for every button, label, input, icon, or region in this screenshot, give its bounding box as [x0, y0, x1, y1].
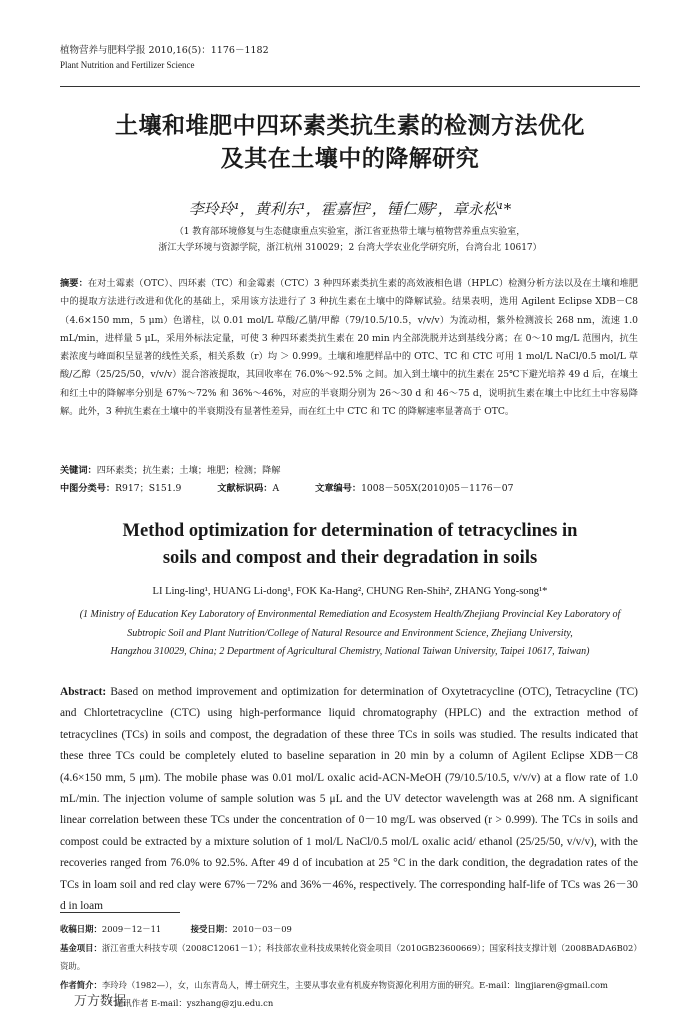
- footnote-dates: [60, 920, 640, 939]
- watermark-text: 万方数据: [74, 994, 127, 1009]
- doc-code-value: A: [272, 483, 280, 494]
- received-date: 2009－12－11: [101, 924, 162, 934]
- accepted-label: 接受日期：: [190, 924, 233, 934]
- author-intro-label: 作者简介：: [60, 979, 102, 990]
- abstract-cn: [60, 275, 638, 421]
- header-rule: [60, 86, 640, 87]
- keywords-cn-label: 关键词：: [60, 465, 97, 476]
- clc-label: 中图分类号：: [60, 483, 116, 494]
- affiliation-en: [60, 606, 640, 662]
- journal-header: [60, 44, 269, 72]
- affiliation-cn-line1: （1 教育部环境修复与生态健康重点实验室，浙江省亚热带土壤与植物营养重点实验室，: [174, 227, 526, 237]
- journal-name-en: Plant Nutrition and Fertilizer Science: [60, 60, 195, 70]
- classification-line: [60, 480, 640, 498]
- keywords-cn: [60, 462, 640, 480]
- affiliation-cn: [60, 224, 640, 256]
- authors-cn: 李玲玲¹，黄利东¹，霍嘉恒²，锺仁赐²，章永松¹*: [188, 200, 512, 218]
- footnotes: [60, 920, 640, 1013]
- abstract-en-label: Abstract:: [60, 686, 107, 698]
- footnote-fund: [60, 939, 640, 976]
- received-label: 收稿日期：: [60, 924, 102, 934]
- abstract-en-text: Based on method improvement and optimization for determination of Oxytetracycline (OTC), Tetracycline (TC) and Chlortetracycline (CTC) using high-performance liquid chromatography (HPLC) and the extraction method of tetracyclines (TCs) in soils and compost, the degradation of these three TCs in soils was studied. The results indicated that these three TCs could be completely eluted to baseline separation in 20 min by a column of Agilent Eclipse XDB－C8 (4.6×150 mm, 5 μm). The mobile phase was 0.01 mol/L oxalic acid-ACN-MeOH (79/10.5/10.5, v/v/v) at a flow rate of 1.0 mL/min. The injection volume of sample solution was 5 μL and the UV detector wavelength was at 268 nm. A significant linear correlation between these TCs under the concentration of 0－10 mg/L was observed (r > 0.999). The TCs in soils and compost could be extracted by a mixture solution of 1 mol/L NaCl/0.5 mol/L oxalic acid/ ethanol (25/25/50, v/v/v), with the recoveries ranged from 76.0% to 92.5%. After 49 d of incubation at 25 °C in the dark condition, the degradation rates of the TCs in loam soil and red clay were 67%－72% and 36%－46%, respectively. The corresponding half-life of TCs was 26－30 d in loam: [60, 686, 638, 913]
- footnote-corresponding: [60, 994, 640, 1013]
- title-en: [60, 518, 640, 572]
- title-cn-line2: 及其在土壤中的降解研究: [220, 146, 480, 172]
- title-cn: [60, 110, 640, 176]
- author-intro-text: 李玲玲（1982—），女，山东青岛人，博士研究生，主要从事农业有机废弃物资源化利用方面的研究。E-mail：lingjiaren@gmail.com: [101, 979, 608, 990]
- journal-name-cn: 植物营养与肥料学报 2010,16(5)：1176－1182: [60, 45, 269, 56]
- article-number-label: 文章编号：: [315, 483, 362, 494]
- affiliation-en-line2: Subtropic Soil and Plant Nutrition/College of Natural Resource and Environment Science, Zhejiang University,: [127, 627, 573, 639]
- affiliation-en-line1: (1 Ministry of Education Key Laboratory of Environmental Remediation and Ecosystem Health/Zhejiang Provincial Key Laboratory of: [79, 609, 621, 620]
- authors-en: LI Ling-ling¹, HUANG Li-dong¹, FOK Ka-Hang², CHUNG Ren-Shih², ZHANG Yong-song¹*: [152, 586, 548, 597]
- accepted-date: 2010－03－09: [232, 924, 292, 934]
- abstract-cn-label: 摘要：: [60, 278, 88, 289]
- keywords-cn-text: 四环素类；抗生素；土壤；堆肥；检测；降解: [96, 465, 281, 476]
- corresponding-author: * 通讯作者 E-mail：yszhang@zju.edu.cn: [108, 998, 274, 1008]
- abstract-cn-text: 在对土霉素（OTC）、四环素（TC）和金霉素（CTC）3 种四环素类抗生素的高效液相色谱（HPLC）检测分析方法以及在土壤和堆肥中的提取方法进行改进和优化的基础上，采用该方法进行了 3 种抗生素在土壤中的降解试验。结果表明，选用 Agilent Eclipse XDB－C8（4.6×150 mm，5 μm）色谱柱，以 0.01 mol/L 草酸/乙腈/甲醇（79/10.5/10.5，v/v/v）为流动相，紫外检测波长 268 nm，流速 1.0 mL/min，进样量 5 μL，采用外标法定量，可使 3 种四环素类抗生素在 20 min 内全部洗脱并达到基线分离；在 0～10 mg/L 范围内，抗生素浓度与峰面积呈显著的线性关系，相关系数（r）均 ＞ 0.999。土壤和堆肥样品中的 OTC、TC 和 CTC 可用 1 mol/L NaCl/0.5 mol/L 草酸/乙醇（25/25/50，v/v/v）混合溶液提取，其回收率在 76.0%～92.5% 之间。加入到土壤中的抗生素在 25℃下避光培养 49 d 后，在壤土和红土中的降解率分别是 67%～72% 和 36%～46%，对应的半衰期分别为 26～30 d 和 46～75 d，说明抗生素在壤土中比红土中容易降解。此外，3 种抗生素在土壤中的半衰期没有显著性差异，而在红土中 CTC 和 TC 的降解速率显著高于 OTC。: [60, 278, 638, 418]
- fund-label: 基金项目：: [60, 942, 102, 953]
- fund-text: 浙江省重大科技专项（2008C12061－1）；科技部农业科技成果转化资金项目（2010GB23600669）；国家科技支撑计划（2008BADA6B02）资助。: [60, 942, 638, 971]
- footnote-rule: [60, 912, 180, 913]
- affiliation-cn-line2: 浙江大学环境与资源学院，浙江杭州 310029；2 台湾大学农业化学研究所，台湾台北 10617）: [158, 243, 542, 253]
- affiliation-en-line3: Hangzhou 310029, China; 2 Department of Agricultural Chemistry, National Taiwan University, Taipei 10617, Taiwan): [110, 646, 590, 657]
- title-en-line2: soils and compost and their degradation in soils: [162, 548, 538, 568]
- footnote-author: [60, 976, 640, 995]
- title-en-line1: Method optimization for determination of tetracyclines in: [122, 521, 578, 541]
- article-number-value: 1008－505X(2010)05－1176－07: [361, 483, 514, 494]
- title-cn-line1: 土壤和堆肥中四环素类抗生素的检测方法优化: [115, 113, 585, 139]
- doc-code-label: 文献标识码：: [217, 483, 273, 494]
- abstract-en: [60, 682, 638, 917]
- clc-value: R917；S151.9: [115, 483, 182, 494]
